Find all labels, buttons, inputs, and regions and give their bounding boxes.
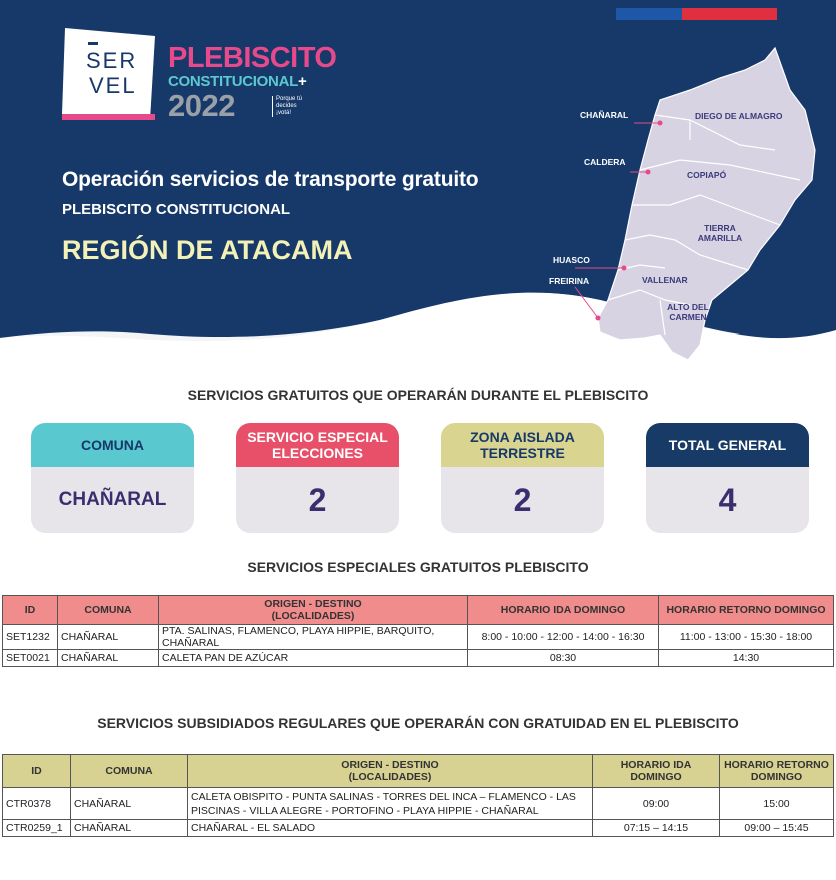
col-origen: [159, 596, 468, 625]
table-row: [3, 650, 834, 667]
col-ida: HORARIO IDA DOMINGO: [468, 596, 659, 625]
card-zona: [441, 423, 604, 533]
regular-title: SERVICIOS SUBSIDIADOS REGULARES QUE OPERARÁN CON GRATUIDAD EN EL PLEBISCITO: [97, 715, 739, 731]
page-title: Operación servicios de transporte gratuito: [62, 168, 479, 191]
map-label-copiapo: COPIAPÓ: [687, 170, 727, 180]
page-subtitle: PLEBISCITO CONSTITUCIONAL: [62, 201, 291, 218]
regular-table: [2, 754, 834, 837]
map-label-vallenar: VALLENAR: [642, 275, 688, 285]
logo-text-bottom: VEL: [89, 73, 137, 98]
cell-id: CTR0259_1: [3, 820, 71, 837]
cell-ida: 09:00: [593, 788, 720, 820]
col-id: ID: [3, 755, 71, 788]
col-ida: [593, 755, 720, 788]
brand-tagline: Porque tú decides ¡votá!: [272, 96, 310, 117]
servel-logo: [62, 28, 157, 120]
map-label-freirina: FREIRINA: [549, 276, 590, 286]
card-especial: [236, 423, 399, 533]
table-header-row: [3, 596, 834, 625]
cell-comuna: CHAÑARAL: [58, 625, 159, 650]
cell-id: SET1232: [3, 625, 58, 650]
card-especial-label: SERVICIO ESPECIAL ELECCIONES: [236, 423, 399, 467]
col-ida-line2: DOMINGO: [630, 771, 682, 783]
table-row: [3, 820, 834, 837]
map-label-caldera: CALDERA: [584, 157, 626, 167]
map-label-alto: ALTO DEL CARMEN: [667, 302, 709, 322]
card-comuna-label: COMUNA: [31, 423, 194, 467]
cell-retorno: 09:00 – 15:45: [720, 820, 834, 837]
table-row: [3, 625, 834, 650]
col-retorno-line2: DOMINGO: [750, 771, 803, 783]
col-comuna: COMUNA: [58, 596, 159, 625]
brand-plus: +: [297, 73, 307, 90]
cell-ida: 08:30: [468, 650, 659, 667]
table-header-row: [3, 755, 834, 788]
map-label-tierra: TIERRA AMARILLA: [697, 223, 743, 243]
map-label-diego: DIEGO DE ALMAGRO: [695, 111, 783, 121]
col-origen-line1: ORIGEN - DESTINO: [341, 759, 439, 771]
cell-origen: CALETA OBISPITO - PUNTA SALINAS - TORRES DEL INCA – FLAMENCO - LAS PISCINAS - VILLA ALEGRE - PORTOFINO - PLAYA HIPPIE - CHAÑARAL: [188, 788, 593, 820]
col-retorno: [720, 755, 834, 788]
cell-comuna: CHAÑARAL: [71, 788, 188, 820]
cell-comuna: CHAÑARAL: [71, 820, 188, 837]
brand-year: 2022: [168, 88, 235, 123]
table-row: [3, 788, 834, 820]
col-origen-line2: (LOCALIDADES): [271, 610, 355, 622]
card-zona-label: ZONA AISLADA TERRESTRE: [441, 423, 604, 467]
card-comuna: [31, 423, 194, 533]
col-comuna: COMUNA: [71, 755, 188, 788]
cell-retorno: 11:00 - 13:00 - 15:30 - 18:00: [659, 625, 834, 650]
brand-constitucional-text: CONSTITUCIONAL: [168, 73, 298, 90]
col-retorno: HORARIO RETORNO DOMINGO: [659, 596, 834, 625]
cell-origen: CALETA PAN DE AZÚCAR: [159, 650, 468, 667]
card-especial-value: 2: [308, 481, 327, 518]
card-total: [646, 423, 809, 533]
cell-ida: 07:15 – 14:15: [593, 820, 720, 837]
cell-retorno: 14:30: [659, 650, 834, 667]
col-id: ID: [3, 596, 58, 625]
col-origen-line1: ORIGEN - DESTINO: [264, 598, 362, 610]
col-retorno-line1: HORARIO RETORNO: [724, 759, 829, 771]
map-label-huasco: HUASCO: [553, 255, 590, 265]
col-origen: [188, 755, 593, 788]
col-origen-line2: (LOCALIDADES): [348, 771, 432, 783]
brand-plebiscito: PLEBISCITO: [168, 42, 337, 74]
cell-ida: 8:00 - 10:00 - 12:00 - 14:00 - 16:30: [468, 625, 659, 650]
summary-title: SERVICIOS GRATUITOS QUE OPERARÁN DURANTE EL PLEBISCITO: [187, 387, 649, 403]
card-comuna-value: CHAÑARAL: [58, 489, 167, 510]
card-zona-value: 2: [513, 481, 532, 518]
map-label-chanaral: CHAÑARAL: [580, 110, 629, 120]
cell-retorno: 15:00: [720, 788, 834, 820]
cell-id: CTR0378: [3, 788, 71, 820]
col-ida-line1: HORARIO IDA: [620, 759, 692, 771]
card-total-label: TOTAL GENERAL: [646, 423, 809, 467]
cell-origen: CHAÑARAL - EL SALADO: [188, 820, 593, 837]
cell-origen: PTA. SALINAS, FLAMENCO, PLAYA HIPPIE, BARQUITO, CHAÑARAL: [159, 625, 468, 650]
cell-comuna: CHAÑARAL: [58, 650, 159, 667]
cell-id: SET0021: [3, 650, 58, 667]
region-title: REGIÓN DE ATACAMA: [62, 235, 353, 265]
card-total-value: 4: [718, 481, 737, 518]
special-table: [2, 595, 834, 667]
logo-text-top: SER: [86, 48, 138, 73]
special-title: SERVICIOS ESPECIALES GRATUITOS PLEBISCITO: [247, 559, 589, 575]
